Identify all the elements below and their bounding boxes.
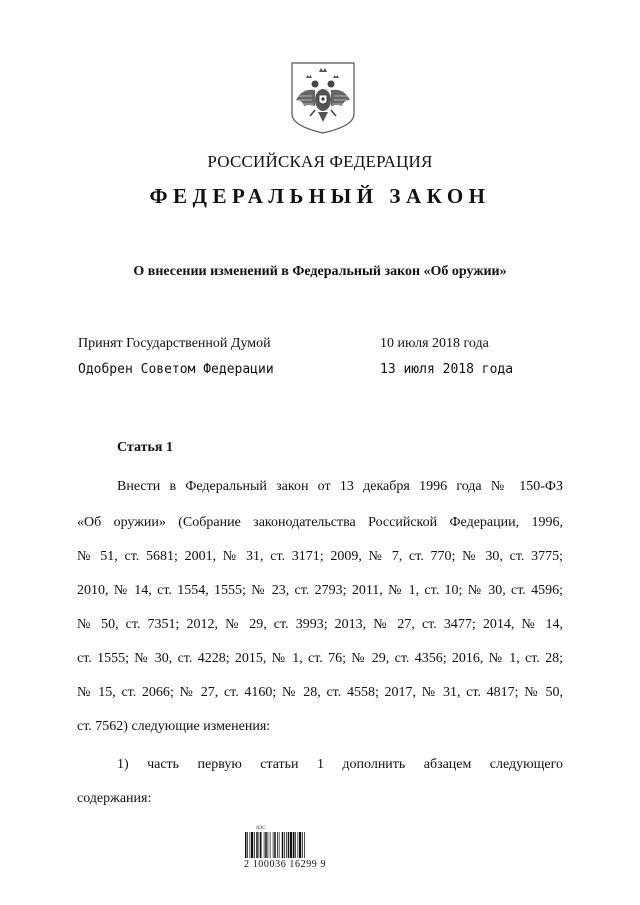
- barcode-bar: [250, 832, 251, 858]
- barcode-number: 2 100036 16299 9: [244, 859, 327, 870]
- article-heading: Статья 1: [117, 440, 173, 455]
- barcode-bar: [279, 832, 280, 858]
- barcode-bar: [304, 832, 305, 858]
- barcode-bar: [302, 832, 303, 858]
- barcode-bar: [251, 832, 253, 858]
- body-line: «Об оружии» (Собрание законодательства Российской Федерации, 1996,: [77, 515, 563, 530]
- body-line: № 51, ст. 5681; 2001, № 31, ст. 3171; 2009, № 7, ст. 770; № 30, ст. 3775;: [77, 549, 563, 564]
- barcode-bar: [299, 832, 301, 858]
- body-line: ст. 1555; № 30, ст. 4228; 2015, № 1, ст. 76; № 29, ст. 4356; 2016, № 1, ст. 28;: [77, 651, 563, 666]
- document-type: ФЕДЕРАЛЬНЫЙ ЗАКОН: [149, 184, 491, 208]
- barcode-bar: [247, 832, 248, 858]
- barcode-bar: [245, 832, 247, 858]
- barcode-bar: [270, 832, 271, 858]
- barcode-bar: [293, 832, 295, 858]
- barcode-bar: [286, 832, 287, 858]
- barcode-bar: [259, 832, 260, 858]
- barcode-bar: [265, 832, 267, 858]
- adopted-label: Принят Государственной Думой: [78, 336, 271, 351]
- approved-date: 13 июля 2018 года: [380, 362, 514, 377]
- barcode-bar: [277, 832, 278, 858]
- law-title: О внесении изменений в Федеральный закон «Об оружии»: [133, 264, 507, 279]
- barcode-bar: [273, 832, 274, 858]
- republic-name: РОССИЙСКАЯ ФЕДЕРАЦИЯ: [207, 152, 433, 171]
- body-line: 1) часть первую статьи 1 дополнить абзацем следующего: [117, 757, 563, 772]
- barcode-bar: [274, 832, 276, 858]
- body-line: 2010, № 14, ст. 1554, 1555; № 23, ст. 2793; 2011, № 1, ст. 10; № 30, ст. 4596;: [77, 583, 563, 598]
- barcode-bar: [284, 832, 285, 858]
- barcode-bar: [260, 832, 262, 858]
- body-line: № 15, ст. 2066; № 27, ст. 4160; № 28, ст. 4558; 2017, № 31, ст. 4817; № 50,: [77, 685, 563, 700]
- barcode-bar: [298, 832, 299, 858]
- body-line: содержания:: [77, 791, 152, 806]
- body-line: № 50, ст. 7351; 2012, № 29, ст. 3993; 2013, № 27, ст. 3477; 2014, № 14,: [77, 617, 563, 632]
- state-emblem-icon: [288, 60, 358, 136]
- barcode-bar: [268, 832, 269, 858]
- barcode-stamp: АЭС: [256, 826, 266, 831]
- body-line: Внести в Федеральный закон от 13 декабря 1996 года № 150-ФЗ: [117, 479, 563, 494]
- barcode-bar: [264, 832, 265, 858]
- barcode-bar: [282, 832, 284, 858]
- barcode-bar: [254, 832, 255, 858]
- barcode-bar: [295, 832, 296, 858]
- barcode-bar: [288, 832, 290, 858]
- adopted-date: 10 июля 2018 года: [380, 336, 489, 351]
- approved-label: Одобрен Советом Федерации: [78, 362, 274, 377]
- barcode-bar: [256, 832, 258, 858]
- body-line: ст. 7562) следующие изменения:: [77, 719, 271, 734]
- barcode-bar: [290, 832, 292, 858]
